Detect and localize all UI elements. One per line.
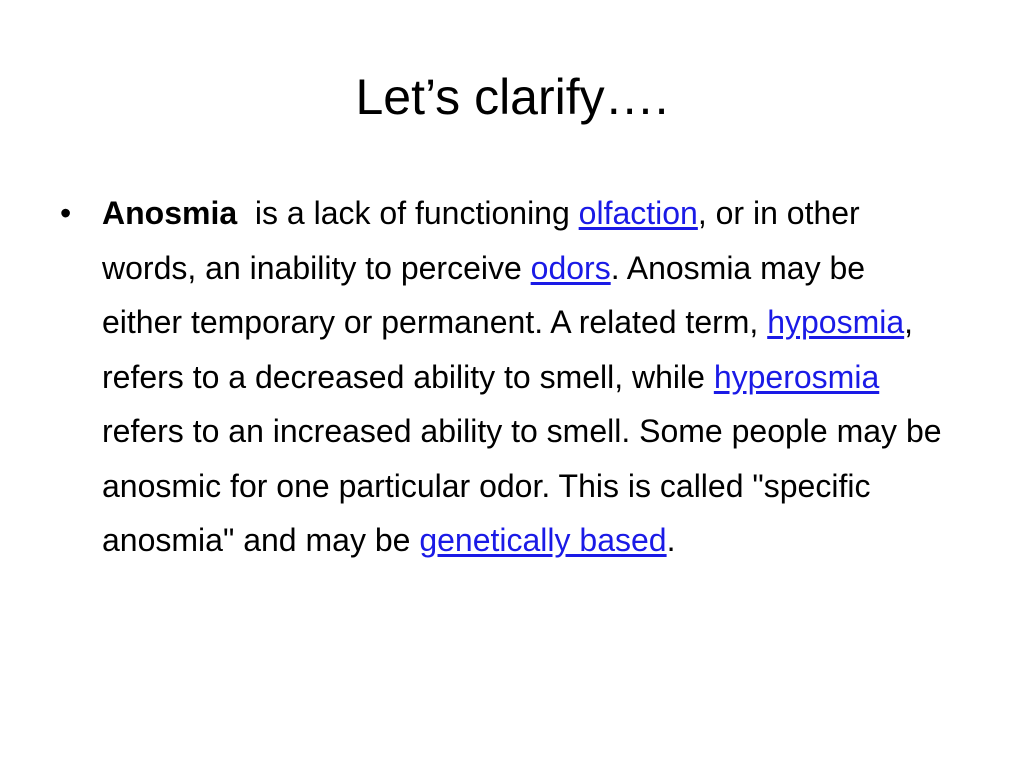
text-segment: , or in other words, an inability to perceive [102,195,860,286]
bullet-icon: • [60,195,72,231]
link-odors[interactable]: odors [530,249,611,286]
link-hyperosmia[interactable]: hyperosmia [713,358,880,395]
link-olfaction[interactable]: olfaction [578,195,698,231]
term-anosmia: Anosmia [102,195,238,231]
text-segment: , refers to a decreased ability to smell, while [102,304,914,395]
link-hyposmia[interactable]: hyposmia [767,304,905,340]
text-segment: . [666,522,676,558]
text-segment: refers to an increased ability to smell. Some people may be anosmic for one particular odor. This is called "specific anosmia" and may be [102,413,942,558]
link-genetically-based[interactable]: genetically based [419,522,667,558]
slide-title: Let’s clarify…. [355,69,669,125]
bullet-paragraph [102,186,942,568]
bullet-item [60,186,960,568]
text-segment: . Anosmia may be either temporary or permanent. A related term, [102,249,866,340]
slide-body [60,186,960,568]
text-segment: is a lack of functioning [237,195,579,231]
